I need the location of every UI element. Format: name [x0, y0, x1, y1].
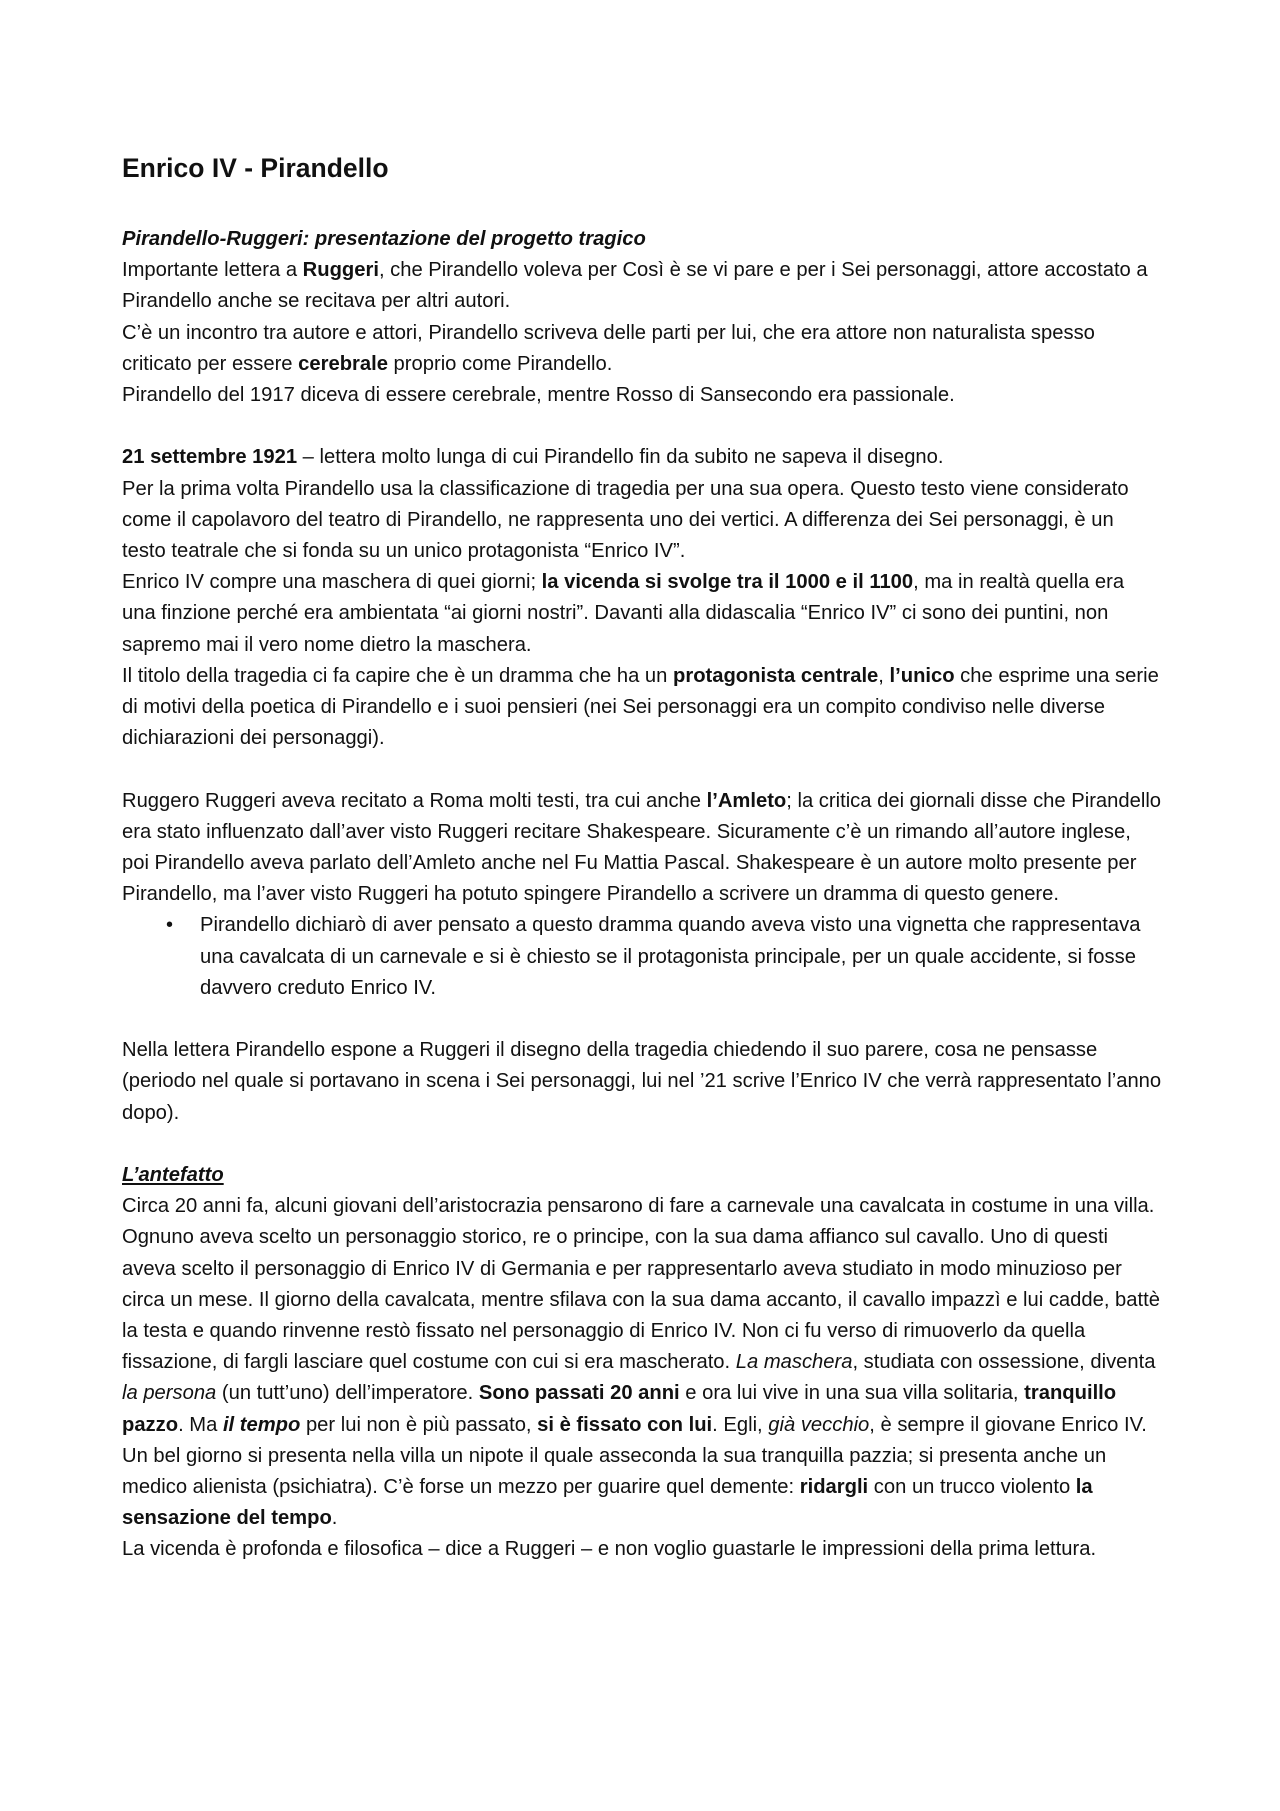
paragraph: Un bel giorno si presenta nella villa un nipote il quale asseconda la sua tranquilla pazzia; si presenta anche un medico alienista (psichiatra). C’è forse un mezzo per guarire quel demente: ridargli con un trucco violento la sensazione del tempo. [122, 1444, 1107, 1530]
paragraph: Nella lettera Pirandello espone a Ruggeri il disegno della tragedia chiedendo il suo parere, cosa ne pensasse (periodo nel quale si portavano in scena i Sei personaggi, lui nel ’21 scrive l’Enrico IV che verrà rappresentato l’anno dopo). [122, 1039, 1162, 1124]
paragraph: C’è un incontro tra autore e attori, Pirandello scriveva delle parti per lui, che era attore non naturalista spesso criticato per essere cerebrale proprio come Pirandello. [122, 321, 1095, 375]
document-page [122, 150, 1162, 1566]
bullet-icon: • [166, 914, 174, 937]
paragraph: Il titolo della tragedia ci fa capire che è un dramma che ha un protagonista centrale, l’unico che esprime una serie di motivi della poetica di Pirandello e i suoi pensieri (nei Sei personaggi era un compito condiviso nelle diverse dichiarazioni dei personaggi). [122, 664, 1159, 750]
date-highlight: 21 settembre 1921 [122, 446, 298, 469]
list-item: • Pirandello dichiarò di aver pensato a questo dramma quando aveva visto una vignetta che rappresentava una cavalcata di un carnevale e si è chiesto se il protagonista principale, per un quale accidente, si fosse davvero creduto Enrico IV. [122, 910, 1162, 1004]
paragraph: Pirandello del 1917 diceva di essere cerebrale, mentre Rosso di Sansecondo era passionale. [122, 384, 955, 407]
paragraph: La vicenda è profonda e filosofica – dice a Ruggeri – e non voglio guastarle le impressioni della prima lettura. [122, 1538, 1097, 1561]
document-title: Enrico IV - Pirandello [122, 153, 389, 183]
section-heading-pirandello-ruggeri: Pirandello-Ruggeri: presentazione del progetto tragico [122, 228, 646, 250]
paragraph: Per la prima volta Pirandello usa la classificazione di tragedia per una sua opera. Questo testo viene considerato come il capolavoro del teatro di Pirandello, ne rappresenta uno dei vertici. A differenza dei Sei personaggi, è un testo teatrale che si fonda su un unico protagonista “Enrico IV”. [122, 477, 1129, 563]
paragraph: 21 settembre 1921 – lettera molto lunga di cui Pirandello fin da subito ne sapeva il disegno. [122, 446, 944, 469]
section-heading-antefatto: L’antefatto [122, 1164, 224, 1187]
paragraph: Enrico IV compre una maschera di quei giorni; la vicenda si svolge tra il 1000 e il 1100, ma in realtà quella era una finzione perché era ambientata “ai giorni nostri”. Davanti alla didascalia “Enrico IV” ci sono dei puntini, non sapremo mai il vero nome dietro la maschera. [122, 571, 1125, 656]
paragraph: Circa 20 anni fa, alcuni giovani dell’aristocrazia pensarono di fare a carnevale una cavalcata in costume in una villa. Ognuno aveva scelto un personaggio storico, re o principe, con la sua dama affianco sul cavallo. Uno di questi aveva scelto il personaggio di Enrico IV di Germania e per rappresentarlo aveva studiato in modo minuzioso per circa un mese. Il giorno della cavalcata, mentre sfilava con la sua dama accanto, il cavallo impazzì e lui cadde, battè la testa e quando rinvenne restò fissato nel personaggio di Enrico IV. Non ci fu verso di rimuoverlo da quella fissazione, di fargli lasciare quel costume con cui si era mascherato. La maschera, studiata con ossessione, diventa la persona (un tutt’uno) dell’imperatore. Sono passati 20 anni e ora lui vive in una sua villa solitaria, tranquillo pazzo. Ma il tempo per lui non è più passato, si è fissato con lui. Egli, già vecchio, è sempre il giovane Enrico IV. [122, 1195, 1160, 1436]
bullet-list [122, 910, 1162, 1004]
paragraph: Ruggero Ruggeri aveva recitato a Roma molti testi, tra cui anche l’Amleto; la critica dei giornali disse che Pirandello era stato influenzato dall’aver visto Ruggeri recitare Shakespeare. Sicuramente c’è un rimando all’autore inglese, poi Pirandello aveva parlato dell’Amleto anche nel Fu Mattia Pascal. Shakespeare è un autore molto presente per Pirandello, ma l’aver visto Ruggeri ha potuto spingere Pirandello a scrivere un dramma di questo genere. [122, 789, 1162, 906]
paragraph: Importante lettera a Ruggeri, che Pirandello voleva per Così è se vi pare e per i Sei personaggi, attore accostato a Pirandello anche se recitava per altri autori. [122, 259, 1148, 313]
